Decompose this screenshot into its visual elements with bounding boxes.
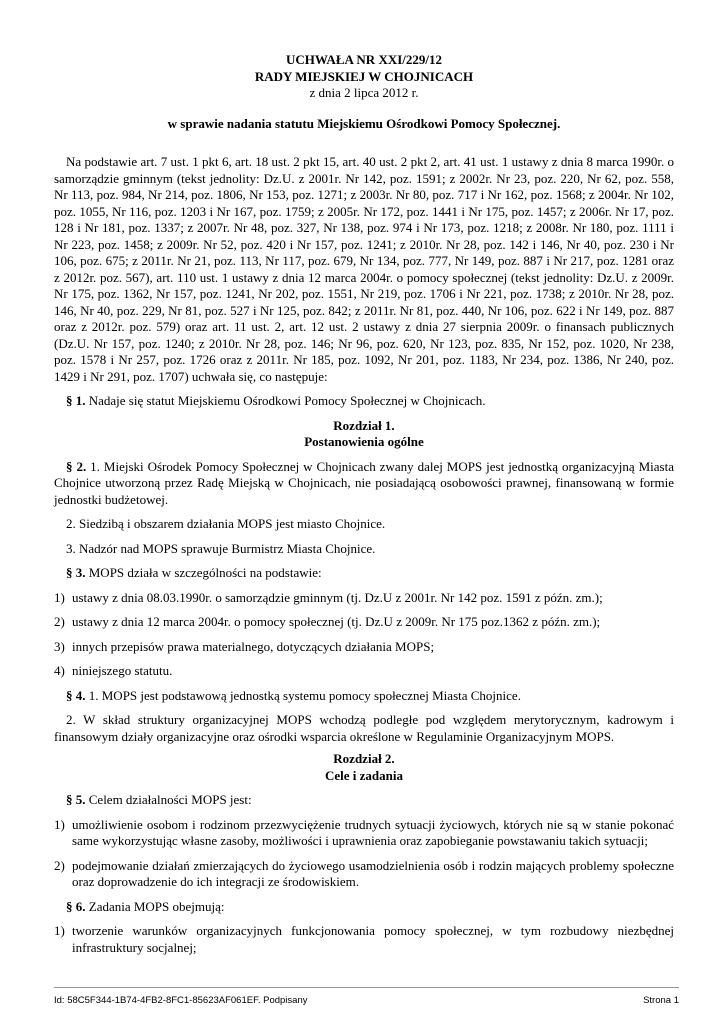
document-page [54,52,674,956]
page-footer [54,987,679,1010]
section-text: MOPS działa w szczególności na podstawie: [85,565,322,580]
list-text: umożliwienie osobom i rodzinom przezwyciężenie trudnych sytuacji życiowych, których nie są w stanie pokonać same wykorzystując własne zasoby, możliwości i uprawnienia oraz zapobieganie powstawaniu takich sytuacji; [72,816,674,848]
chapter-1-name: Postanowienia ogólne [304,434,424,449]
section-text: 1. Miejski Ośrodek Pomocy Społecznej w Chojnicach zwany dalej MOPS jest jednostką organizacyjną Miasta Chojnice utworzoną przez Radę Miejską w Chojnicach, nie posiadającą osobowości prawnej, finansowaną w formie jednostki budżetowej. [54,458,674,507]
list-item [54,614,674,631]
section-4-paragraph-2: 2. W skład struktury organizacyjnej MOPS wchodzą podległe pod względem merytorycznym, kadrowym i finansowym działy organizacyjne oraz ośrodki wsparcia określone w Regulaminie Organizacyjnym MOPS. [54,712,674,744]
section-mark: § 2. [66,458,87,474]
section-4-paragraph-1 [54,688,674,705]
section-5 [54,792,674,809]
chapter-2-title: Rozdział 2. [333,751,395,766]
section-mark: § 3. [66,565,86,580]
chapter-1-title: Rozdział 1. [333,417,395,433]
list-item [54,923,674,956]
section-mark: § 4. [66,687,86,703]
list-text: podejmowanie działań zmierzających do życiowego usamodzielnienia osób i rodzin mających problemy społeczne oraz doprowadzenie do ich integracji ze środowiskiem. [72,857,674,889]
council-name: RADY MIEJSKIEJ W CHOJNICACH [254,68,474,84]
list-item [54,639,674,656]
section-3 [54,565,674,582]
list-number: 2) [54,614,65,629]
section-2-paragraph-1 [54,459,674,509]
list-number: 3) [54,638,65,654]
section-mark: § 6. [66,898,86,914]
resolution-date: z dnia 2 lipca 2012 r. [309,85,419,100]
page-number: Strona 1 [643,995,679,1006]
list-text: ustawy z dnia 08.03.1990r. o samorządzie gminnym (tj. Dz.U z 2001r. Nr 142 poz. 1591 z późn. zm.); [72,589,603,605]
list-number: 2) [54,857,65,873]
section-mark: § 1. [66,393,86,408]
section-1 [54,393,674,410]
section-2-paragraph-2: 2. Siedzibą i obszarem działania MOPS jest miasto Chojnice. [66,516,386,531]
section-mark: § 5. [66,792,86,807]
list-number: 1) [54,923,65,938]
document-id: Id: 58C5F344-1B74-4FB2-8FC1-85623AF061EF. Podpisany [54,995,308,1006]
resolution-subject: w sprawie nadania statutu Miejskiemu Ośrodkowi Pomocy Społecznej. [167,115,561,131]
list-text: niniejszego statutu. [72,663,173,678]
list-text: innych przepisów prawa materialnego, dotyczących działania MOPS; [72,638,435,654]
list-item [54,590,674,607]
chapter-2-name: Cele i zadania [325,767,403,783]
list-text: ustawy z dnia 12 marca 2004r. o pomocy społecznej (tj. Dz.U z 2009r. Nr 175 poz.1362 z późn. zm.); [72,614,601,629]
list-item [54,663,674,680]
section-6 [54,899,674,916]
list-number: 4) [54,663,65,678]
list-number: 1) [54,816,65,832]
list-text: tworzenie warunków organizacyjnych funkcjonowania pomocy społecznej, w tym rozbudowy niezbędnej infrastruktury socjalnej; [72,923,674,955]
list-number: 1) [54,589,65,605]
preamble: Na podstawie art. 7 ust. 1 pkt 6, art. 18 ust. 2 pkt 15, art. 40 ust. 2 pkt 2, art. 41 ust. 1 ustawy z dnia 8 marca 1990r. o samorządzie gminnym (tekst jednolity: Dz.U. z 2001r. Nr 142, poz. 1591; z 2002r. Nr 23, poz. 220, Nr 62, poz. 558, Nr 113, poz. 984, Nr 214, poz. 1806, Nr 153, poz. 1271; z 2003r. Nr 80, poz. 717 i Nr 162, poz. 1568; z 2004r. Nr 102, poz. 1055, Nr 116, poz. 1203 i Nr 167, poz. 1759; z 2005r. Nr 172, poz. 1441 i Nr 175, poz. 1457; z 2006r. Nr 17, poz. 128 i Nr 181, poz. 1337; z 2007r. Nr 48, poz. 327, Nr 138, poz. 974 i Nr 173, poz. 1218; z 2008r. Nr 180, poz. 1111 i Nr 223, poz. 1458; z 2009r. Nr 52, poz. 420 i Nr 157, poz. 1241; z 2010r. Nr 28, poz. 142 i 146, Nr 40, poz. 230 i Nr 106, poz. 675; z 2011r. Nr 21, poz. 113, Nr 117, poz. 679, Nr 134, poz. 777, Nr 149, poz. 887 i Nr 217, poz. 1281 oraz z 2012r. poz. 567), art. 110 ust. 1 ustawy z dnia 12 marca 2004r. o pomocy społecznej (tekst jednolity: Dz.U. z 2009r. Nr 175, poz. 1362, Nr 157, poz. 1241, Nr 202, poz. 1551, Nr 219, poz. 1706 i Nr 221, poz. 1738; z 2010r. Nr 28, poz. 146, Nr 40, poz. 229, Nr 81, poz. 527 i Nr 125, poz. 842; z 2011r. Nr 81, poz. 440, Nr 106, poz. 622 i Nr 149, poz. 887 oraz z 2012r. poz. 579) oraz art. 11 ust. 2, art. 12 ust. 2 ustawy z dnia 27 sierpnia 2009r. o finansach publicznych (Dz.U. Nr 157, poz. 1240; z 2010r. Nr 28, poz. 146; Nr 96, poz. 620, Nr 123, poz. 835, Nr 152, poz. 1020, Nr 238, poz. 1578 i Nr 257, poz. 1726 oraz z 2011r. Nr 185, poz. 1092, Nr 201, poz. 1183, Nr 234, poz. 1386, Nr 240, poz. 1429 i Nr 291, poz. 1707) uchwała się, co następuje: [54,154,674,384]
section-2-paragraph-3: 3. Nadzór nad MOPS sprawuje Burmistrz Miasta Chojnice. [66,540,376,556]
section-text: 1. MOPS jest podstawową jednostką systemu pomocy społecznej Miasta Chojnice. [85,687,521,703]
section-text: Celem działalności MOPS jest: [85,792,252,807]
list-item [54,817,674,850]
section-text: Zadania MOPS obejmują: [85,898,225,914]
resolution-number: UCHWAŁA NR XXI/229/12 [285,52,442,67]
section-text: Nadaje się statut Miejskiemu Ośrodkowi Pomocy Społecznej w Chojnicach. [85,393,486,408]
list-item [54,858,674,891]
